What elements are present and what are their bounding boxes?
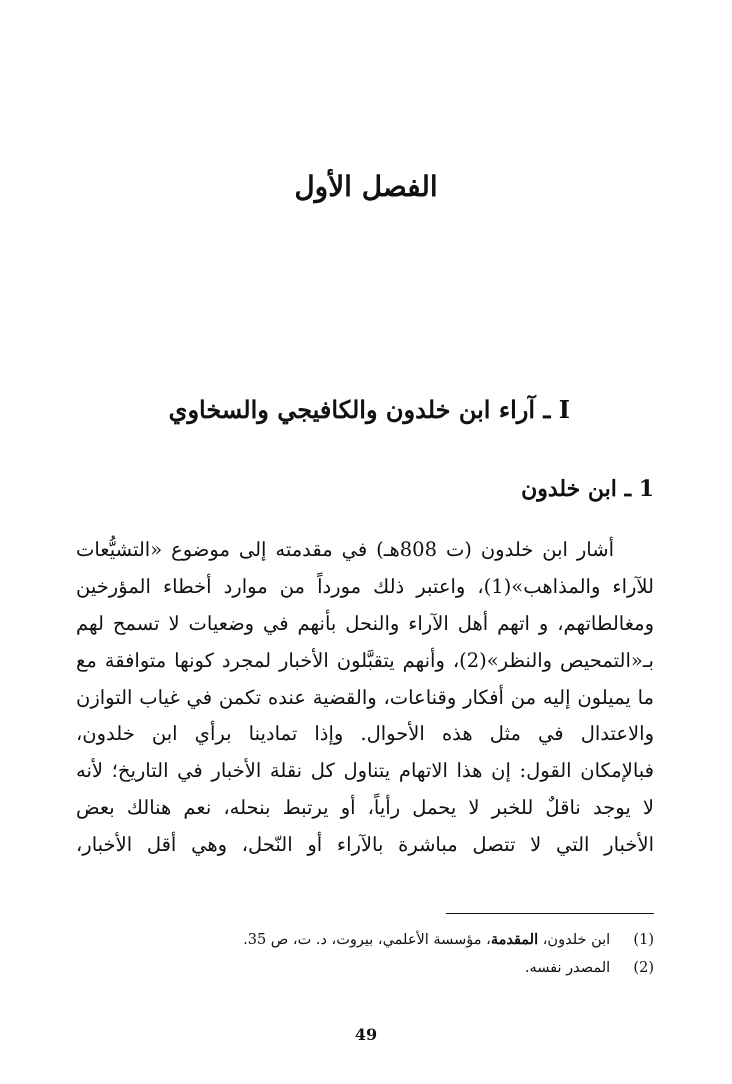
chapter-title: الفصل الأول [294,170,438,203]
subsection-heading: 1 ـ ابن خلدون [521,476,654,502]
footnotes [76,926,654,982]
body-line: فبالإمكان القول: إن هذا الاتهام يتناول كل نقلة الأخبار في التاريخ؛ لأنه [76,759,654,783]
body-line: والاعتدال في مثل هذه الأحوال. وإذا تمادينا برأي ابن خلدون، [76,722,654,746]
footnote-2 [76,954,654,982]
footnote-number: (1) [633,932,654,948]
footnote-divider [446,913,654,914]
section-heading: I ـ آراء ابن خلدون والكافيجي والسخاوي [168,395,570,424]
page-number: 49 [354,1025,378,1044]
footnote-text: ، مؤسسة الأعلمي، بيروت، د. ت، ص 35. [243,932,491,948]
body-line: أشار ابن خلدون (ت 808هـ) في مقدمته إلى موضوع «التشيُّعات [76,538,615,561]
body-line: للآراء والمذاهب»(1)، واعتبر ذلك مورداً من موارد أخطاء المؤرخين [76,574,654,598]
body-line: لا يوجد ناقلٌ للخبر لا يحمل رأياً، أو يرتبط بنحله، نعم هنالك بعض [76,796,654,820]
body-line: ما يميلون إليه من أفكار وقناعات، والقضية عنده تكمن في غياب التوازن [76,685,654,709]
body-line: بـ«التمحيص والنظر»(2)، وأنهم يتقبَّلون الأخبار لمجرد كونها متوافقة مع [76,648,654,672]
footnote-book-title: المقدمة [490,931,539,948]
body-paragraph [76,532,654,864]
footnote-number: (2) [633,960,654,976]
body-line: الأخبار التي لا تتصل مباشرة بالآراء أو النّحل، وهي أقل الأخبار، [76,833,654,857]
footnote-text: المصدر نفسه. [524,960,611,976]
footnote-1 [76,926,654,954]
body-line: ومغالطاتهم، و اتهم أهل الآراء والنحل بأنهم في وضعيات لا تسمح لهم [76,611,654,635]
footnote-text: ابن خلدون، [538,932,611,948]
